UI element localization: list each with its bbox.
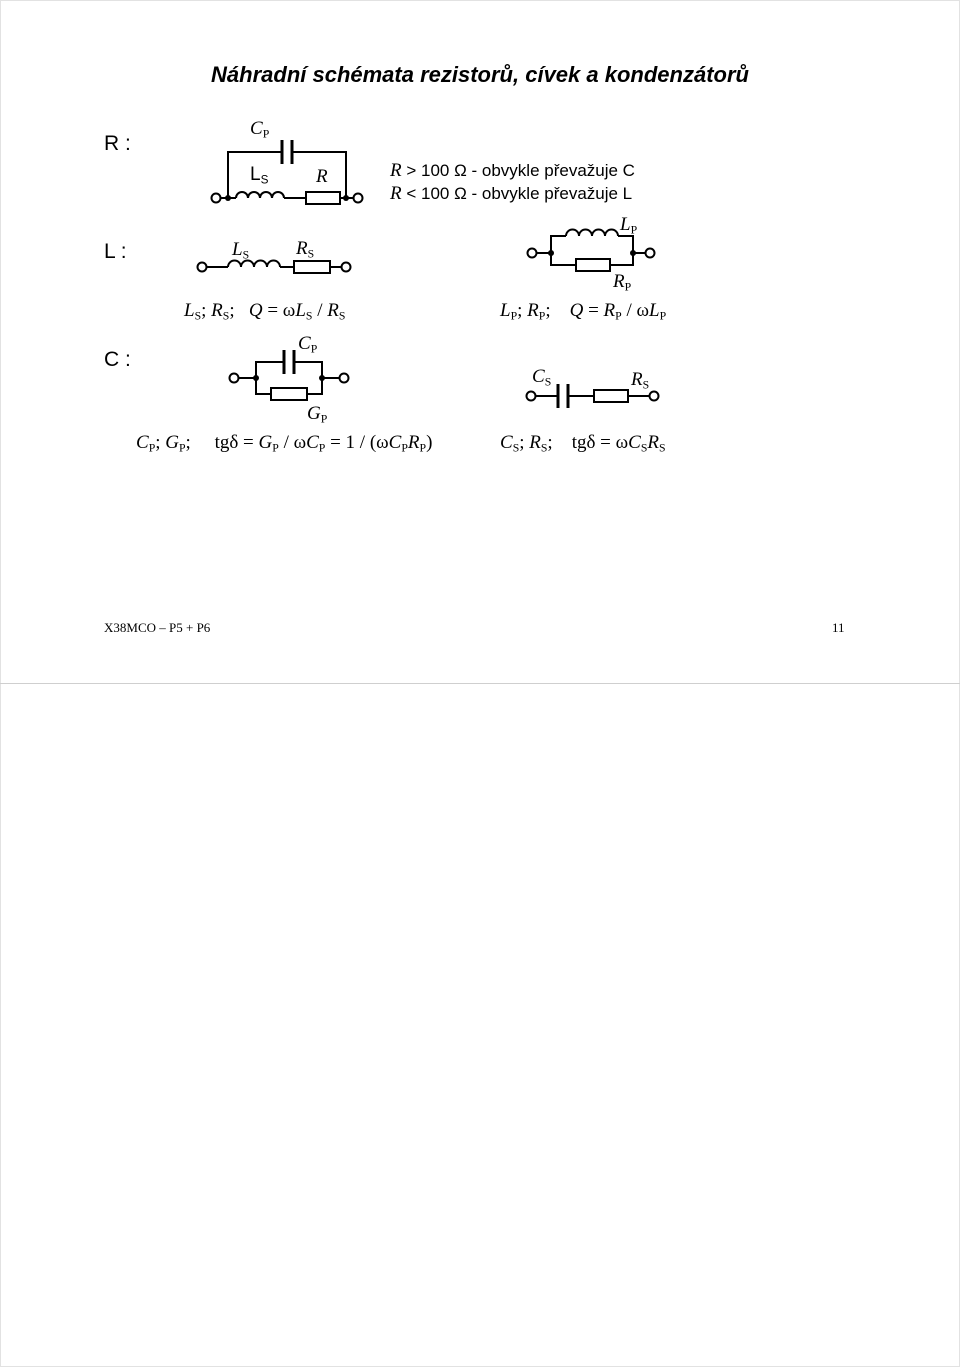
label-rs-c: $R_S$ [631,369,650,392]
equation-capacitor-parallel: $C_P$; $G_P$; $tg\delta = G_P / \omega C_P = 1 / (\omega C_PR_P)$ [136,432,433,455]
resistor-equivalent-circuit [216,140,358,204]
footer-page-number: 11 [832,620,845,635]
equation-capacitor-series: $C_S$; $R_S$; $tg\delta = \omega C_SR_S$ [500,432,666,455]
terminal-cs-left [527,392,536,401]
label-lp: $L_P$ [620,214,638,237]
label-r: R [316,166,328,187]
terminal-lp-right [646,249,655,258]
terminal-ls-left [198,263,207,272]
page-title: Náhradní schémata rezistorů, cívek a kondenzátorů [211,62,749,87]
terminal-cp-right [340,374,349,383]
terminal-ls-right [342,263,351,272]
capacitor-parallel-circuit [238,350,340,400]
terminal-lp-left [528,249,537,258]
page-divider [0,683,960,684]
inductor-series-circuit [206,261,342,274]
label-cs: $C_S$ [532,366,552,389]
label-ls: $L_S$ [232,239,250,262]
label-rp: $R_P$ [613,271,632,294]
label-gp: $G_P$ [307,403,328,426]
note-r-greater: R > 100 Ω - obvykle převažuje C [390,160,635,181]
footer-course-code: X38MCO – P5 + P6 [104,620,211,635]
row-label-inductor: L : [104,240,127,263]
terminal-cp-left [230,374,239,383]
terminal-r-right [354,194,363,203]
label-rs: $R_S$ [296,238,315,261]
terminal-cs-right [650,392,659,401]
row-label-resistor: R : [104,132,131,155]
label-ls-r: $L_S$ [250,164,269,187]
equation-inductor-parallel: $L_P$; $R_P$; $Q = R_P / \omega L_P$ [500,300,667,323]
label-cp-r: $C_P$ [250,118,270,141]
row-label-capacitor: C : [104,348,131,371]
label-cp-c: $C_P$ [298,333,318,356]
equation-inductor-series: $L_S$; $R_S$; $Q = \omega L_S / R_S$ [184,300,346,323]
terminal-r-left [212,194,221,203]
note-r-less: R < 100 Ω - obvykle převažuje L [390,183,633,204]
